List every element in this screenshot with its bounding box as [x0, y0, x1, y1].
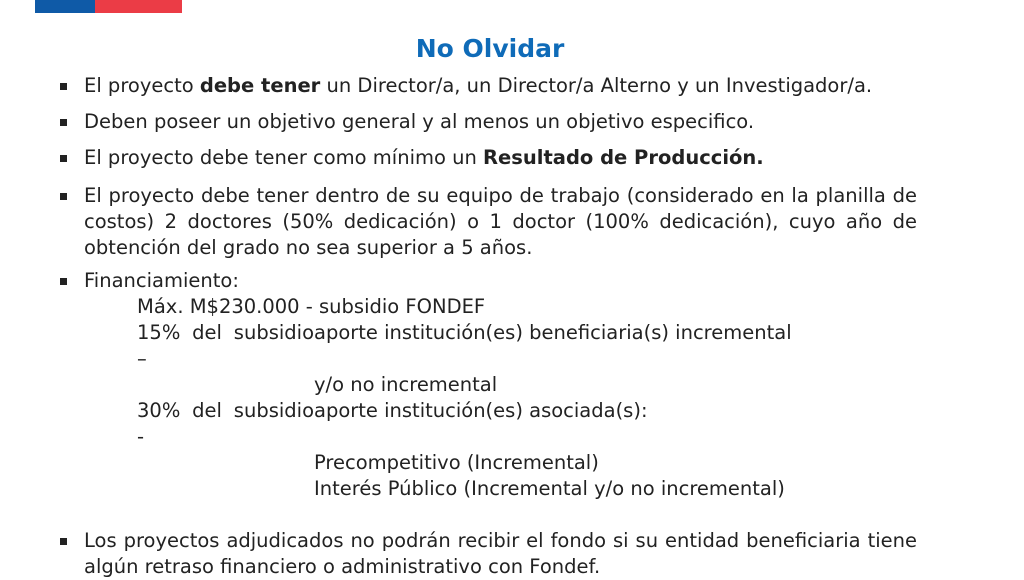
square-bullet-icon — [60, 193, 67, 200]
square-bullet-icon — [60, 119, 67, 126]
bullet-resultado — [60, 145, 917, 171]
bullet-resultado-text: El proyecto debe tener como mínimo un — [84, 146, 484, 169]
financiamiento-interes-publico: Interés Público (Incremental y/o no incremental) — [314, 477, 785, 500]
top-bar-blue-segment — [35, 0, 95, 13]
financiamiento-max — [84, 294, 917, 320]
bullet-director-bold: debe tener — [199, 74, 321, 97]
financiamiento-30-desc: aporte institución(es) asociada(s): — [314, 399, 648, 422]
bullet-director-text-1: El proyecto — [84, 74, 200, 97]
financiamiento-row-15-cont — [84, 372, 917, 398]
bullet-director-text-2: un Director/a, un Director/a Alterno y un Investigador/a. — [320, 74, 873, 97]
bullet-objetivos — [60, 109, 917, 135]
bullet-objetivos-text: Deben poseer un objetivo general y al menos un objetivo especifico. — [84, 110, 755, 133]
slide-title: No Olvidar — [415, 34, 565, 63]
financiamiento-precompetitivo: Precompetitivo (Incremental) — [314, 451, 599, 474]
square-bullet-icon — [60, 278, 67, 285]
top-bar-red-segment — [95, 0, 182, 13]
square-bullet-icon — [60, 538, 67, 545]
financiamiento-15-desc-cont: y/o no incremental — [314, 373, 498, 396]
bullet-adjudicados-text: Los proyectos adjudicados no podrán recibir el fondo si su entidad beneficiaria tiene algún retraso financiero o administrativo con Fondef. — [84, 529, 917, 578]
bullet-doctores — [60, 183, 917, 261]
bullet-resultado-bold: Resultado de Producción. — [483, 146, 764, 169]
financiamiento-row-15 — [84, 320, 917, 372]
financiamiento-row-interes-publico — [84, 476, 917, 502]
square-bullet-icon — [60, 83, 67, 90]
financiamiento-15-desc: aporte institución(es) beneficiaria(s) incremental — [314, 321, 792, 344]
bullet-doctores-text: El proyecto debe tener dentro de su equipo de trabajo (considerado en la planilla de costos) 2 doctores (50% dedicación) o 1 doctor (100% dedicación), cuyo año de obtención del grado no sea superior a 5 años. — [84, 184, 917, 259]
bullet-adjudicados — [60, 528, 917, 580]
financiamiento-row-30 — [84, 398, 917, 450]
square-bullet-icon — [60, 155, 67, 162]
slide-content — [60, 73, 917, 580]
financiamiento-30-label: 30% del subsidio - — [137, 399, 314, 448]
financiamiento-15-label: 15% del subsidio – — [137, 321, 314, 370]
financiamiento-details — [84, 294, 917, 502]
financiamiento-max-text: Máx. M$230.000 - subsidio FONDEF — [137, 295, 486, 318]
top-color-bar — [35, 0, 182, 13]
bullet-financiamiento — [60, 268, 917, 502]
financiamiento-row-precompetitivo — [84, 450, 917, 476]
financiamiento-label: Financiamiento: — [84, 269, 239, 292]
bullet-director — [60, 73, 917, 99]
